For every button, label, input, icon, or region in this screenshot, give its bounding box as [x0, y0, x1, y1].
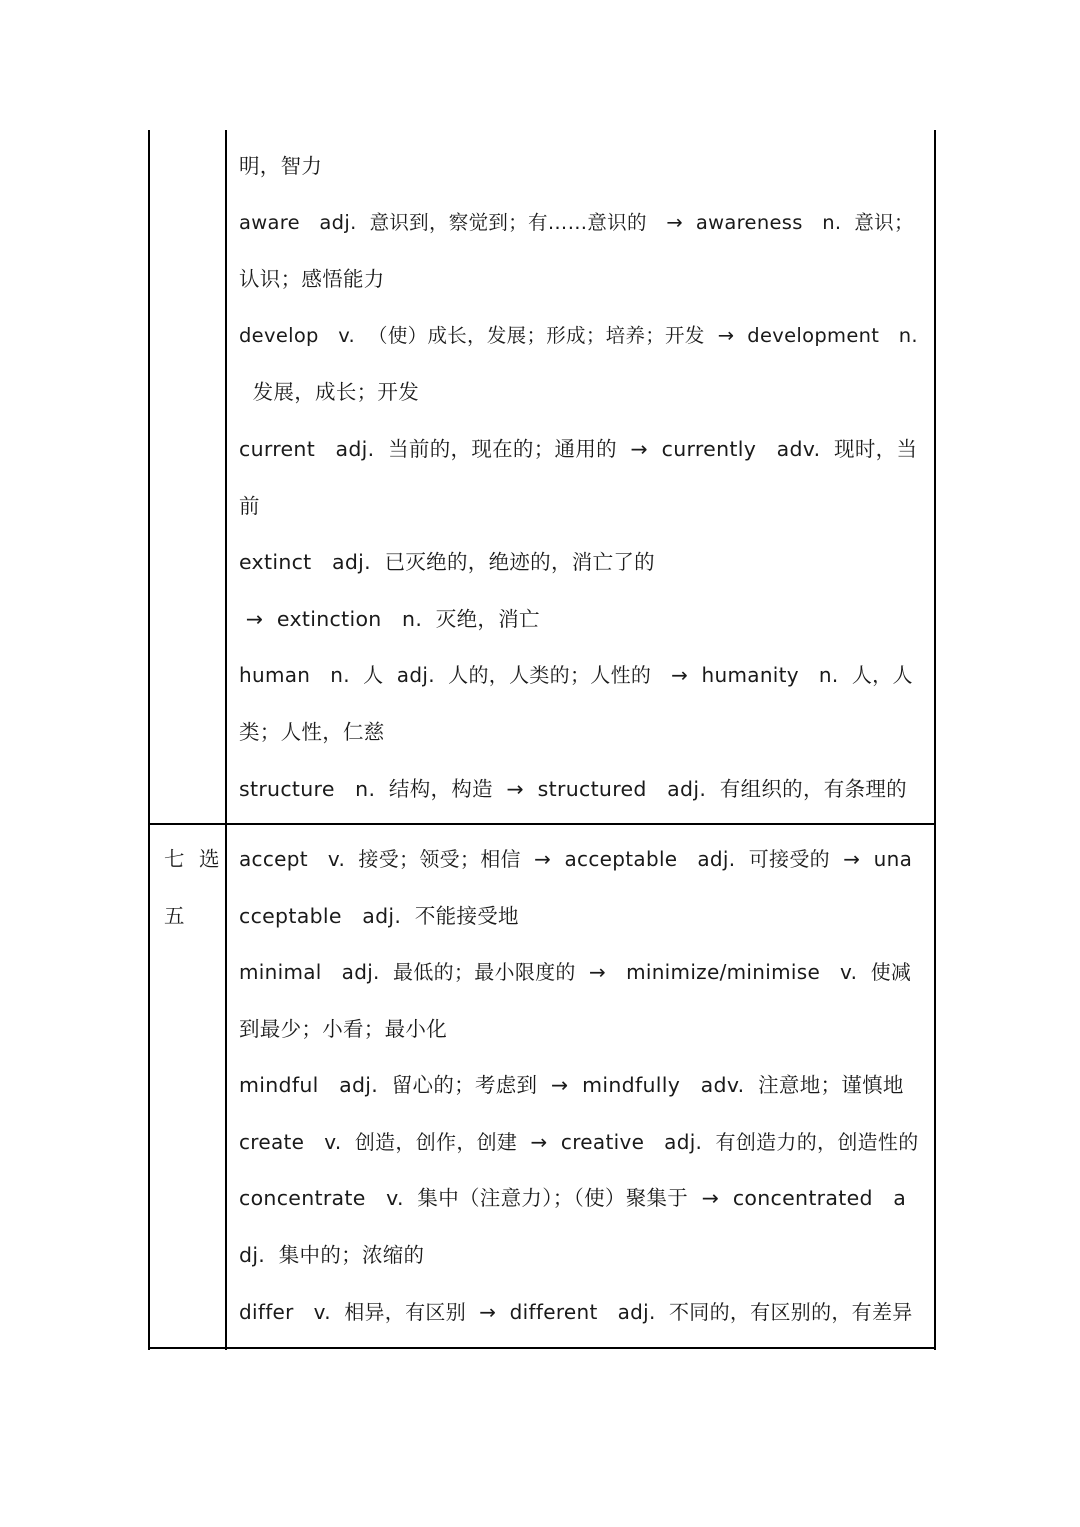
vocab-line: mindful adj. 留心的；考虑到 → mindfully adv. 注意地；谨慎地	[239, 1073, 904, 1097]
vocab-line: aware adj. 意识到，察觉到；有……意识的 → awareness n. 意识；	[239, 211, 914, 234]
vocab-line: 认识；感悟能力	[239, 267, 385, 291]
vocab-line: structure n. 结构，构造 → structured adj. 有组织的，有条理的	[239, 777, 907, 801]
vocab-line: create v. 创造，创作，创建 → creative adj. 有创造力的，创造性的	[239, 1130, 919, 1154]
vocab-line: 前	[239, 494, 260, 518]
vocab-line: minimal adj. 最低的；最小限度的 → minimize/minimise v. 使减	[239, 960, 912, 984]
vocab-line: 类；人性，仁慈	[239, 720, 385, 744]
vocab-line: differ v. 相异，有区别 → different adj. 不同的，有区别的，有差异	[239, 1300, 913, 1324]
vocab-line: accept v. 接受；领受；相信 → acceptable adj. 可接受的 → una	[239, 847, 913, 871]
vocab-line: current adj. 当前的，现在的；通用的 → currently adv. 现时，当	[239, 437, 918, 461]
vocab-line: → extinction n. 灭绝，消亡	[239, 607, 540, 631]
vocab-line: human n. 人 adj. 人的，人类的；人性的 → humanity n. 人，人	[239, 663, 913, 687]
section-label: 七 选	[164, 847, 224, 871]
vocab-line: 明，智力	[239, 154, 323, 178]
vocab-line: extinct adj. 已灭绝的，绝迹的，消亡了的	[239, 550, 655, 574]
table-right-border	[934, 130, 936, 1350]
table-row-divider	[148, 823, 936, 825]
table-left-border	[148, 130, 150, 1350]
vocab-line: dj. 集中的；浓缩的	[239, 1243, 425, 1267]
section-label: 五	[164, 904, 189, 928]
vocab-line: cceptable adj. 不能接受地	[239, 904, 519, 928]
table-bottom-border	[148, 1347, 936, 1349]
vocab-line: develop v. （使）成长，发展；形成；培养；开发 → development n.	[239, 324, 918, 347]
vocab-line: 发展，成长；开发	[239, 380, 420, 404]
vocab-line: 到最少；小看；最小化	[239, 1017, 447, 1041]
table-column-divider	[225, 130, 227, 1350]
vocab-line: concentrate v. 集中（注意力）；（使）聚集于 → concentrated a	[239, 1186, 907, 1210]
